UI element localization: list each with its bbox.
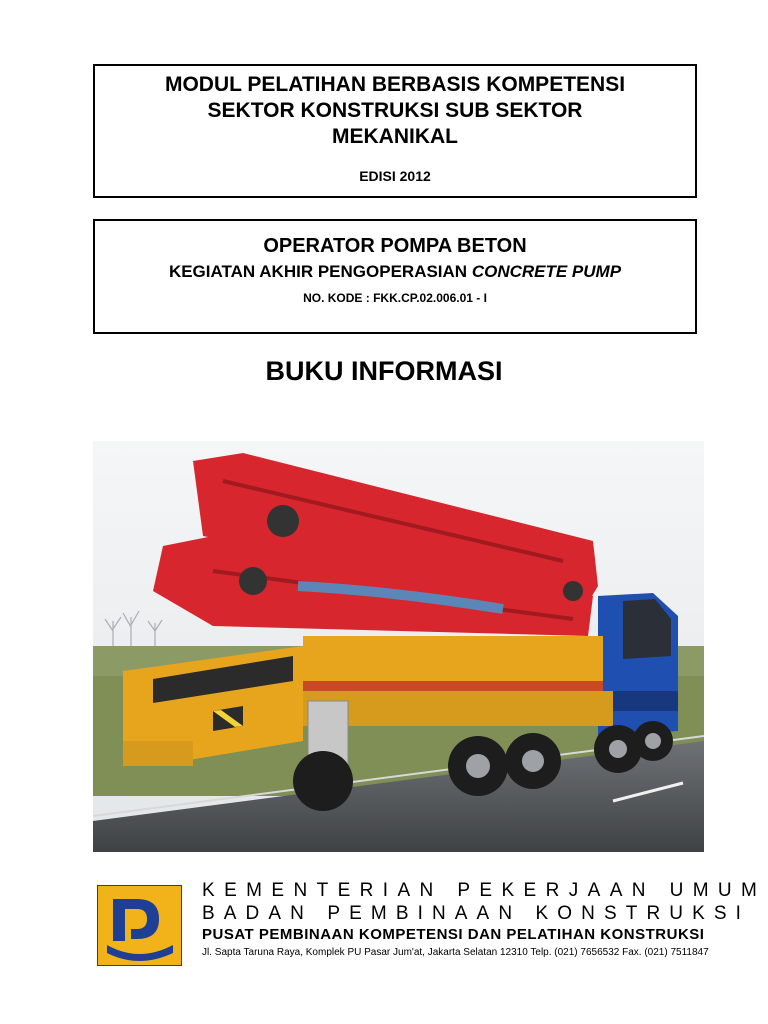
module-title <box>95 72 695 150</box>
concrete-pump-truck-photo <box>93 441 704 852</box>
header-box <box>93 64 697 198</box>
unit-code: NO. KODE : FKK.CP.02.006.01 - I <box>303 291 487 305</box>
module-title-line1: MODUL PELATIHAN BERBASIS KOMPETENSI <box>164 73 626 96</box>
unit-subtitle <box>95 261 695 283</box>
footer-address: Jl. Sapta Taruna Raya, Komplek PU Pasar Jum'at, Jakarta Selatan 12310 Telp. (021) 7656532 Fax. (021) 7511847 <box>202 947 709 958</box>
module-title-line3: MEKANIKAL <box>332 125 458 148</box>
footer-center: PUSAT PEMBINAAN KOMPETENSI DAN PELATIHAN KONSTRUKSI <box>202 926 705 943</box>
unit-box <box>93 219 697 334</box>
ministry-logo <box>97 885 182 966</box>
unit-title: OPERATOR POMPA BETON <box>263 235 527 257</box>
edition-label: EDISI 2012 <box>359 168 431 184</box>
book-title: BUKU INFORMASI <box>265 356 503 386</box>
footer-ministry: KEMENTERIAN PEKERJAAN UMUM <box>202 880 767 901</box>
module-title-line2: SEKTOR KONSTRUKSI SUB SEKTOR <box>207 99 583 122</box>
unit-subtitle-italic: CONCRETE PUMP <box>471 262 622 281</box>
unit-subtitle-prefix: KEGIATAN AKHIR PENGOPERASIAN <box>168 262 472 281</box>
footer-agency: BADAN PEMBINAAN KONSTRUKSI <box>202 903 751 924</box>
